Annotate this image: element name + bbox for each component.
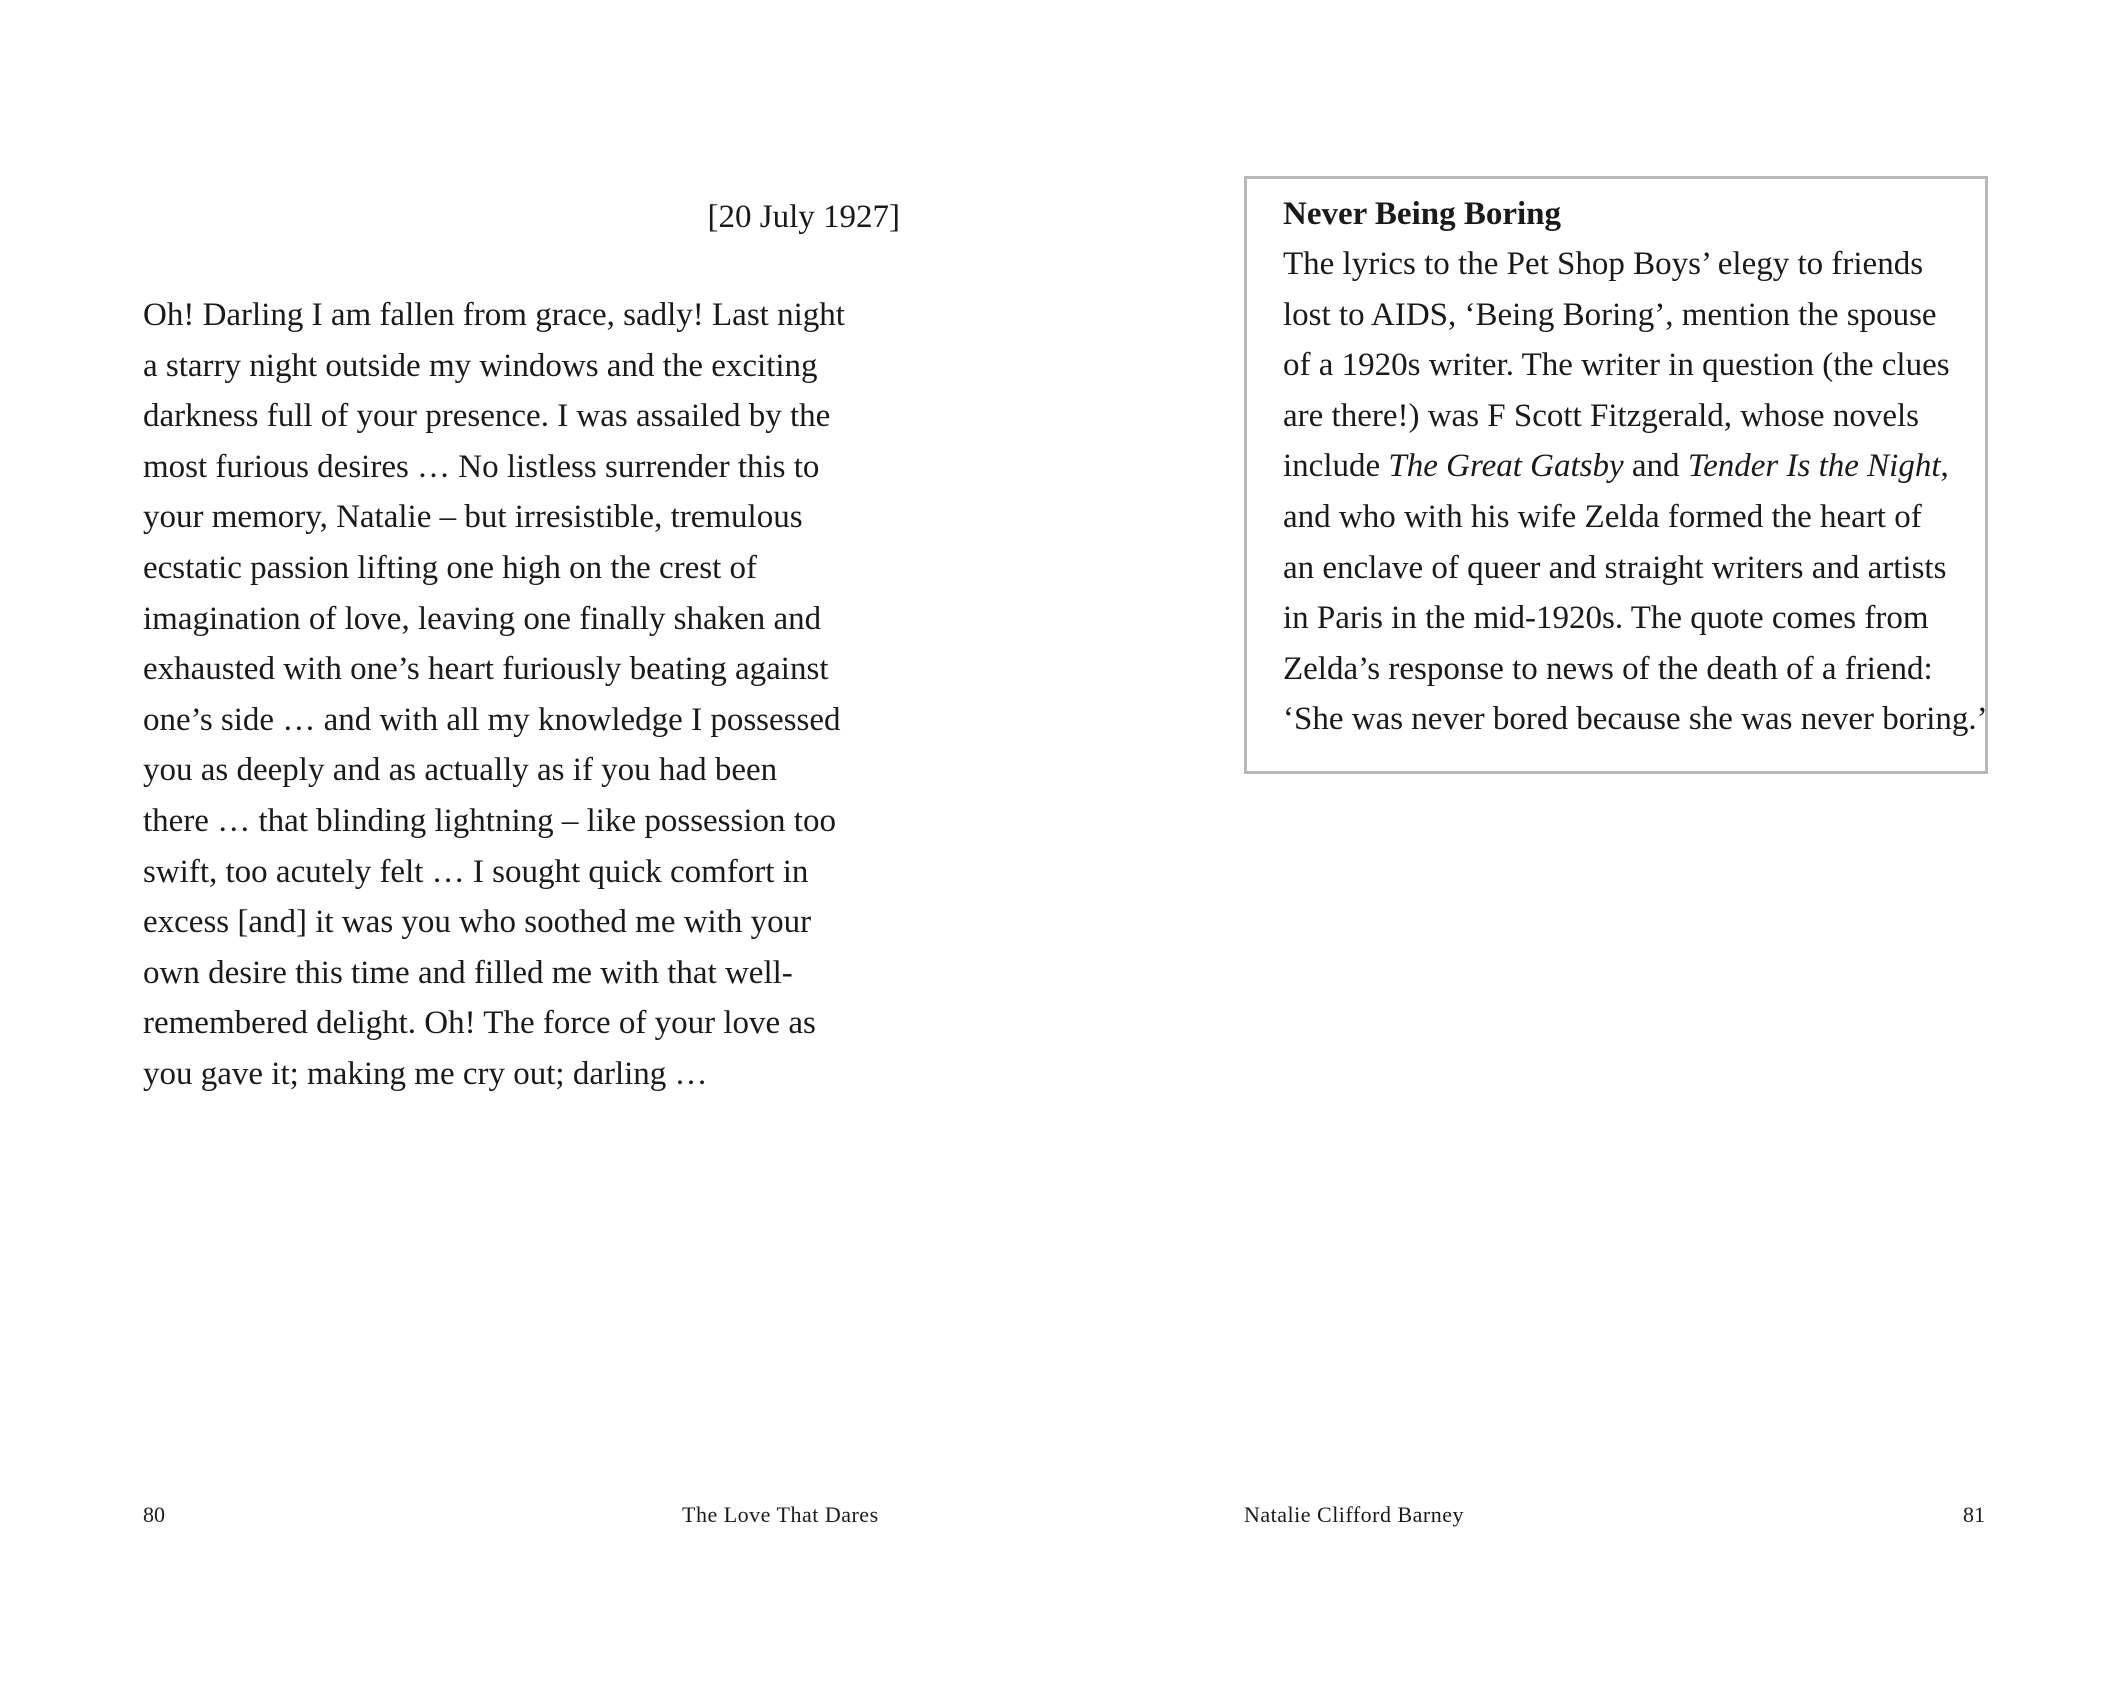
letter-date: [20 July 1927] [707,199,900,235]
letter-line: excess [and] it was you who soothed me with your [143,904,812,941]
book-title-tender-is-the-night: Tender Is the Night [1687,448,1941,485]
page-number-right: 81 [1963,1502,1985,1527]
letter-line: you gave it; making me cry out; darling … [143,1055,708,1092]
letter-line: a starry night outside my windows and the exciting [143,347,818,384]
sidebar-body [1283,239,1988,745]
sidebar-line: The lyrics to the Pet Shop Boys’ elegy to friends [1283,246,1924,282]
sidebar-line: ‘She was never bored because she was never boring.’ [1283,701,1988,738]
sidebar-title: Never Being Boring [1283,196,1562,232]
page-number-left: 80 [143,1502,165,1527]
running-head-left: The Love That Dares [682,1502,879,1527]
sidebar-text: and [1623,448,1688,485]
letter-line: exhausted with one’s heart furiously beating against [143,651,829,688]
letter-line: remembered delight. Oh! The force of your love as [143,1005,816,1042]
letter-line: darkness full of your presence. I was assailed by the [143,398,831,435]
letter-line: most furious desires … No listless surrender this to [143,448,820,485]
letter-line: one’s side … and with all my knowledge I possessed [143,701,841,738]
sidebar-line: and who with his wife Zelda formed the heart of [1283,498,1922,535]
sidebar-line: an enclave of queer and straight writers and artists [1283,549,1947,586]
book-title-great-gatsby: The Great Gatsby [1388,448,1624,485]
sidebar-text: , [1940,448,1949,485]
letter-line: own desire this time and filled me with that well- [143,954,793,991]
letter-line: swift, too acutely felt … I sought quick comfort in [143,853,809,890]
sidebar-line: in Paris in the mid-1920s. The quote comes from [1283,600,1929,637]
letter-line: you as deeply and as actually as if you had been [143,752,778,789]
sidebar-line: of a 1920s writer. The writer in question (the clues [1283,347,1950,384]
running-head-right: Natalie Clifford Barney [1244,1502,1465,1527]
letter-line: there … that blinding lightning – like possession too [143,802,836,839]
sidebar-line: lost to AIDS, ‘Being Boring’, mention the spouse [1283,296,1937,333]
sidebar-line: Zelda’s response to news of the death of a friend: [1283,650,1933,687]
letter-body [143,290,913,1100]
letter-line: imagination of love, leaving one finally shaken and [143,600,822,637]
letter-line: ecstatic passion lifting one high on the crest of [143,549,758,586]
sidebar-line [1283,441,1963,492]
sidebar-line: are there!) was F Scott Fitzgerald, whose novels [1283,397,1919,434]
letter-line: Oh! Darling I am fallen from grace, sadly! Last night [143,297,845,333]
letter-line: your memory, Natalie – but irresistible, tremulous [143,499,803,536]
sidebar-text: include [1283,448,1389,485]
